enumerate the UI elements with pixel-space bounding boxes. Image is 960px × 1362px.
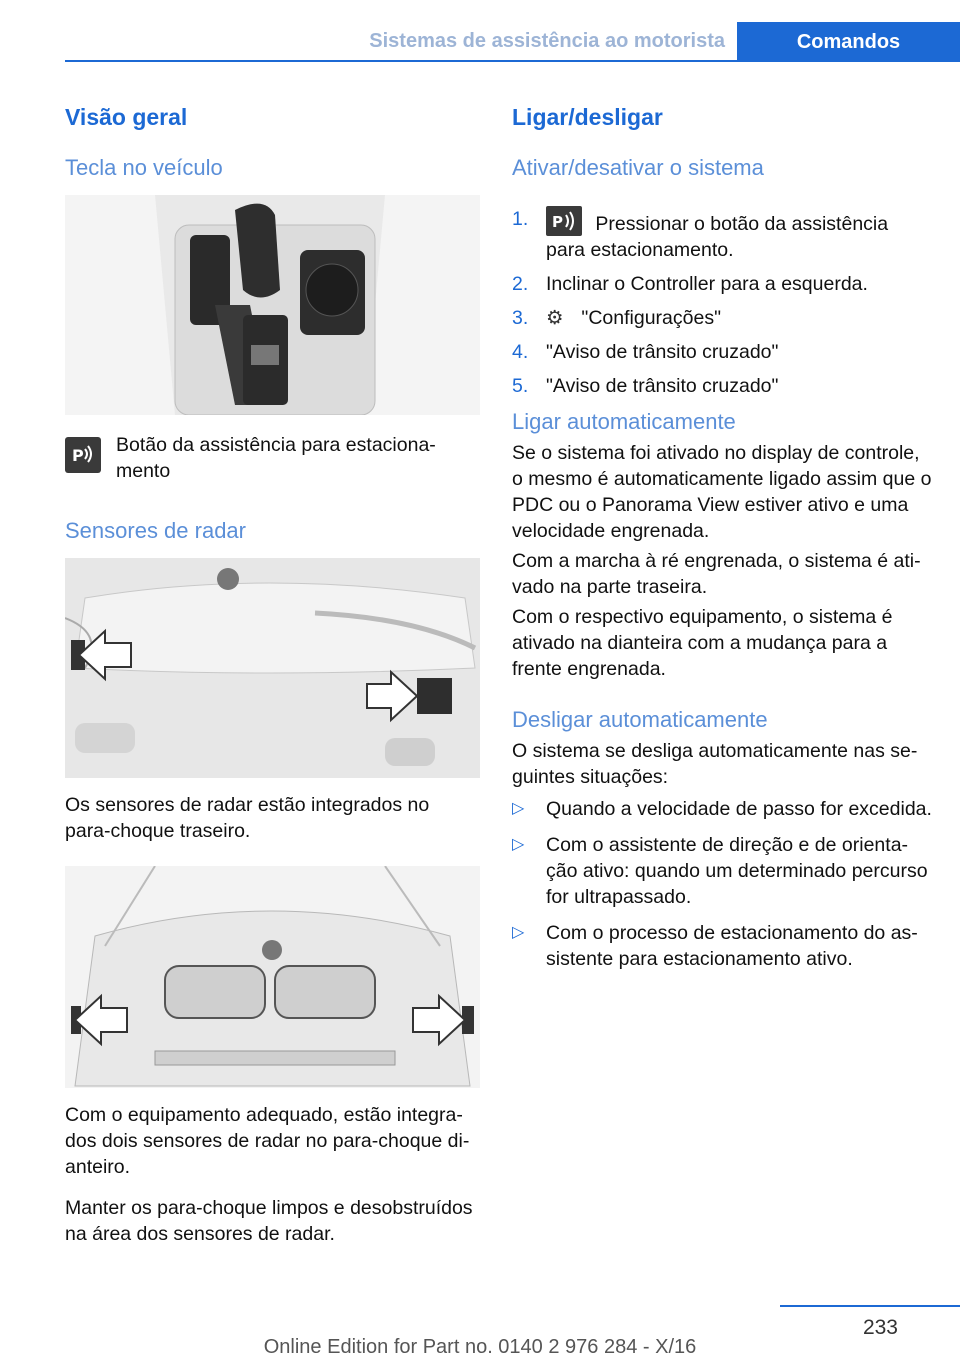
auto-on-p3: Com o respectivo equipamento, o sistema é ativado na dianteira com a mudança para a frente engrenada. (512, 606, 893, 680)
auto-on-p1: Se o sistema foi ativado no display de controle, o mesmo é automaticamente ligado assim que o PDC ou o Panorama View estiver ativo e uma velocidade engrenada. (512, 442, 932, 542)
svg-text:P: P (552, 213, 563, 231)
step-number: 5. (512, 375, 529, 397)
right-subtitle-activate: Ativar/desativar o sistema (512, 155, 764, 180)
step-text: "Configurações" (581, 307, 722, 329)
step-text: "Aviso de trânsito cruzado" (546, 375, 779, 397)
left-title: Visão geral (65, 104, 188, 130)
step-number: 2. (512, 273, 529, 295)
step-1 (512, 206, 932, 263)
park-assist-icon (65, 437, 101, 473)
park-assist-icon (546, 206, 582, 236)
bullet-triangle-icon: ▷ (512, 924, 525, 941)
header-section-title: Sistemas de assistência ao motorista (369, 30, 725, 52)
step-number: 1. (512, 208, 529, 230)
step-text: Inclinar o Controller para a esquerda. (546, 273, 868, 295)
auto-off-conditions (512, 796, 932, 982)
auto-off-title: Desligar automaticamente (512, 707, 768, 732)
step-number: 3. (512, 307, 529, 329)
left-subtitle-key: Tecla no veículo (65, 155, 223, 180)
button-caption: Botão da assistência para estacionamento (116, 434, 436, 482)
step-number: 4. (512, 341, 529, 363)
auto-on-title: Ligar automaticamente (512, 409, 736, 434)
step-2 (512, 271, 932, 297)
step-3 (512, 305, 932, 331)
activation-steps (512, 206, 932, 407)
step-4 (512, 339, 932, 365)
right-title: Ligar/desligar (512, 104, 663, 130)
bullet-text: Com o assistente de direção e de orientação ativo: quando um determinado percurso for ultrapassado. (546, 834, 928, 908)
list-item (512, 920, 932, 972)
header-tab-comandos[interactable]: Comandos (737, 22, 960, 62)
front-bumper-figure (65, 866, 480, 1088)
clean-sensors-text: Manter os para-choque limpos e desobstruídos na área dos sensores de radar. (65, 1197, 473, 1245)
list-item (512, 796, 932, 822)
radar-front-text: Com o equipamento adequado, estão integrados dois sensores de radar no para-choque dianteiro. (65, 1104, 470, 1178)
page-header (0, 0, 960, 62)
auto-on-p2: Com a marcha à ré engrenada, o sistema é ativado na parte traseira. (512, 550, 921, 598)
svg-text:P: P (72, 446, 84, 465)
page-number: 233 (862, 1316, 898, 1339)
console-figure (65, 195, 480, 415)
footer-edition: Online Edition for Part no. 0140 2 976 284 - X/16 (263, 1336, 697, 1358)
bullet-triangle-icon: ▷ (512, 800, 525, 817)
radar-rear-text: Os sensores de radar estão integrados no para-choque traseiro. (65, 794, 430, 842)
bullet-text: Quando a velocidade de passo for excedida. (546, 798, 932, 820)
bullet-triangle-icon: ▷ (512, 836, 525, 853)
bullet-text: Com o processo de estacionamento do assistente para estacionamento ativo. (546, 922, 918, 970)
rear-bumper-figure (65, 558, 480, 778)
list-item (512, 832, 932, 910)
footer-rule (780, 1305, 960, 1307)
step-5 (512, 373, 932, 399)
step-text: "Aviso de trânsito cruzado" (546, 341, 779, 363)
step-text: Pressionar o botão da assistência para estacionamento. (546, 213, 889, 261)
auto-off-p1: O sistema se desliga automaticamente nas seguintes situações: (512, 740, 918, 788)
left-subtitle-radar: Sensores de radar (65, 518, 246, 543)
gear-icon: ⚙ (546, 307, 564, 329)
header-rule (65, 60, 737, 62)
